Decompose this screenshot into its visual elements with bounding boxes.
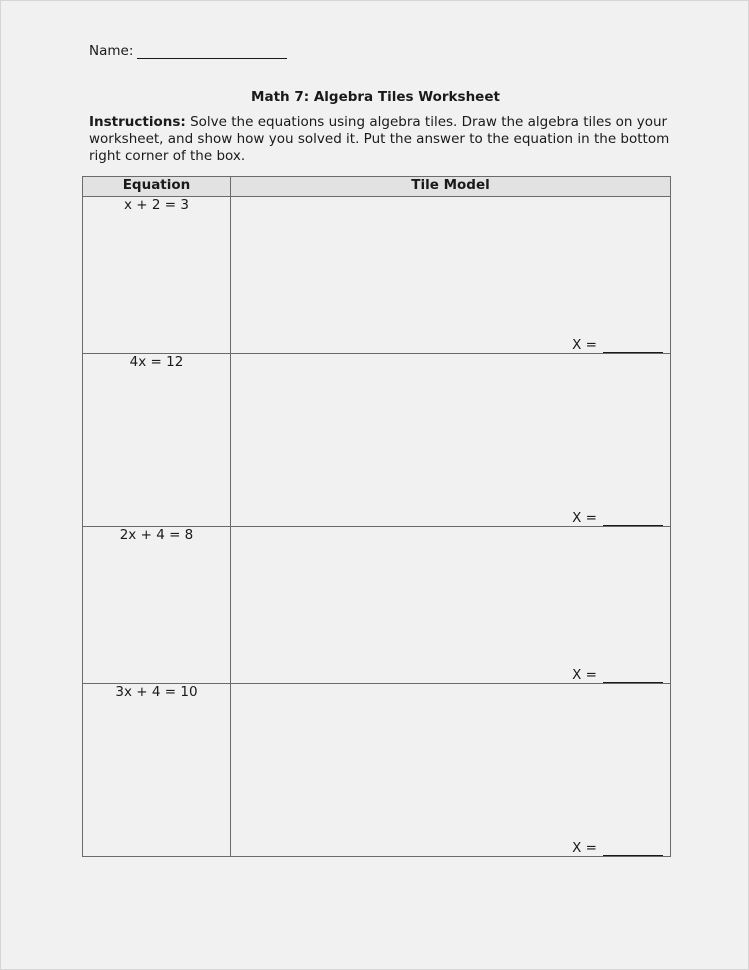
- equation-cell: 2x + 4 = 8: [83, 527, 231, 684]
- worksheet-title: Math 7: Algebra Tiles Worksheet: [251, 89, 500, 105]
- instructions: [89, 114, 674, 165]
- tile-model-box[interactable]: [231, 684, 671, 857]
- answer-field[interactable]: [572, 338, 663, 353]
- equation-cell: 4x = 12: [83, 354, 231, 527]
- answer-label: X =: [572, 840, 597, 856]
- tile-model-box[interactable]: [231, 354, 671, 527]
- tile-model-box[interactable]: [231, 527, 671, 684]
- answer-blank-line[interactable]: [603, 670, 663, 683]
- name-field[interactable]: [89, 43, 287, 59]
- header-tile-model: Tile Model: [231, 177, 671, 197]
- equation-cell: 3x + 4 = 10: [83, 684, 231, 857]
- table-row: [83, 197, 671, 354]
- answer-blank-line[interactable]: [603, 513, 663, 526]
- instructions-text: Solve the equations using algebra tiles. Draw the algebra tiles on your worksheet, and show how you solved it. Put the answer to the equation in the bottom right corner of the box.: [89, 114, 670, 164]
- answer-field[interactable]: [572, 841, 663, 856]
- table-row: [83, 684, 671, 857]
- tile-model-box[interactable]: [231, 197, 671, 354]
- instructions-label: Instructions:: [89, 114, 186, 130]
- table-header-row: [83, 177, 671, 197]
- header-equation: Equation: [83, 177, 231, 197]
- table-row: [83, 354, 671, 527]
- equation-cell: x + 2 = 3: [83, 197, 231, 354]
- name-label: Name:: [89, 43, 134, 59]
- equations-table: [82, 176, 671, 857]
- answer-label: X =: [572, 667, 597, 683]
- answer-blank-line[interactable]: [603, 843, 663, 856]
- answer-field[interactable]: [572, 511, 663, 526]
- answer-label: X =: [572, 337, 597, 353]
- answer-label: X =: [572, 510, 597, 526]
- answer-field[interactable]: [572, 668, 663, 683]
- answer-blank-line[interactable]: [603, 340, 663, 353]
- name-blank-line[interactable]: [137, 44, 287, 59]
- table-row: [83, 527, 671, 684]
